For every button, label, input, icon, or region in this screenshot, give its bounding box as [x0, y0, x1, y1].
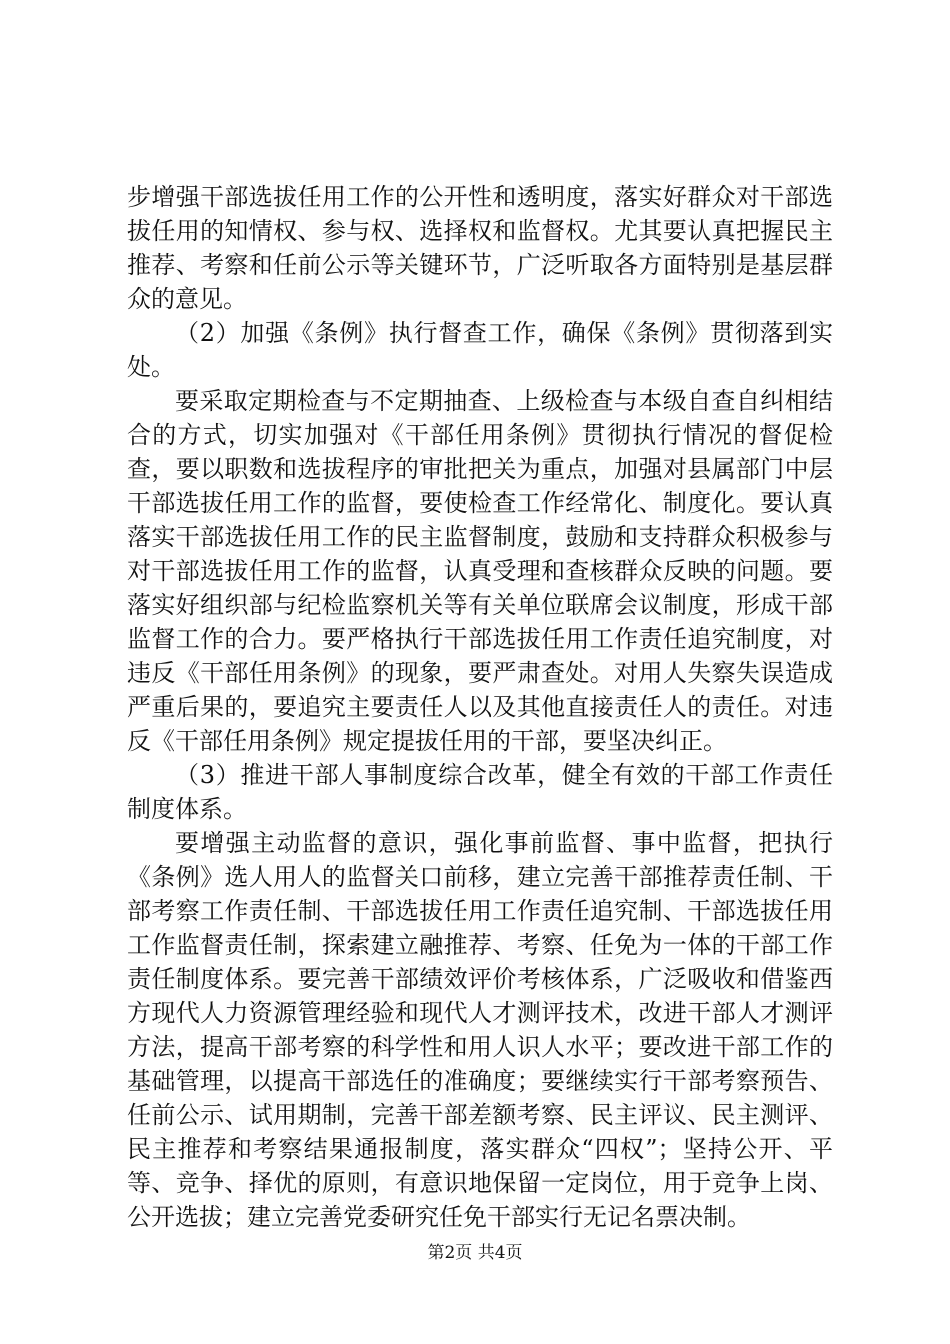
paragraph-supervision: 要采取定期检查与不定期抽查、上级检查与本级自查自纠相结合的方式，切实加强对《干部任用条例》贯彻执行情况的督促检查，要以职数和选拔程序的审批把关为重点，加强对县属部门中层干部选拔任用工作的监督，要使检查工作经常化、制度化。要认真落实干部选拔任用工作的民主监督制度，鼓励和支持群众积极参与对干部选拔任用工作的监督，认真受理和查核群众反映的问题。要落实好组织部与纪检监察机关等有关单位联席会议制度，形成干部监督工作的合力。要严格执行干部选拔任用工作责任追究制度，对违反《干部任用条例》的现象，要严肃查处。对用人失察失误造成严重后果的，要追究主要责任人以及其他直接责任人的责任。对违反《干部任用条例》规定提拔任用的干部，要坚决纠正。	[127, 387, 833, 755]
document-body	[127, 180, 833, 1234]
section-heading-3: （3）推进干部人事制度综合改革，健全有效的干部工作责任制度体系。	[127, 761, 833, 823]
section-heading-2: （2）加强《条例》执行督查工作，确保《条例》贯彻落到实处。	[127, 319, 833, 381]
page-number-footer: 第2页 共4页	[427, 1243, 523, 1263]
paragraph-reform: 要增强主动监督的意识，强化事前监督、事中监督，把执行《条例》选人用人的监督关口前移，建立完善干部推荐责任制、干部考察工作责任制、干部选拔任用工作责任追究制、干部选拔任用工作监督责任制，探索建立融推荐、考察、任免为一体的干部工作责任制度体系。要完善干部绩效评价考核体系，广泛吸收和借鉴西方现代人力资源管理经验和现代人才测评技术，改进干部人才测评方法，提高干部考察的科学性和用人识人水平；要改进干部工作的基础管理，以提高干部选任的准确度；要继续实行干部考察预告、任前公示、试用期制，完善干部差额考察、民主评议、民主测评、民主推荐和考察结果通报制度，落实群众“四权”；坚持公开、平等、竞争、择优的原则，有意识地保留一定岗位，用于竞争上岗、公开选拔；建立完善党委研究任免干部实行无记名票决制。	[127, 829, 833, 1231]
paragraph-continuation: 步增强干部选拔任用工作的公开性和透明度，落实好群众对干部选拔任用的知情权、参与权、选择权和监督权。尤其要认真把握民主推荐、考察和任前公示等关键环节，广泛听取各方面特别是基层群众的意见。	[127, 183, 833, 313]
